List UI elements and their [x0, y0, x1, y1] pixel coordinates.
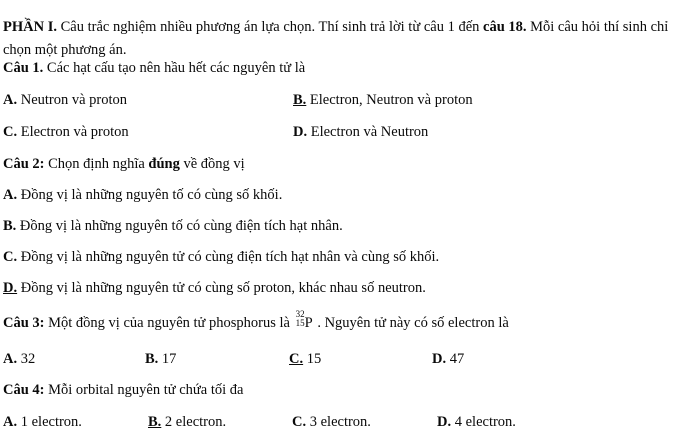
part-instructions-text-1: Câu trắc nghiệm nhiều phương án lựa chọn. Thí sinh trả lời từ câu 1 đến — [56, 18, 484, 35]
option-letter: B. — [3, 218, 17, 234]
question-2-text-2: về đồng vị — [179, 156, 245, 172]
question-4-option-c[interactable] — [292, 413, 371, 432]
question-4-option-d[interactable] — [437, 413, 516, 432]
part-instructions-text-2: Mỗi câu hỏi thí sinh chỉ chọn một phương án. — [3, 18, 669, 58]
option-text: 1 electron. — [17, 414, 82, 430]
option-text: 3 electron. — [306, 414, 371, 430]
isotope-symbol: P — [304, 315, 313, 331]
question-2-option-c[interactable] — [3, 248, 439, 267]
option-text: 4 electron. — [451, 414, 516, 430]
option-text: 32 — [17, 351, 36, 367]
isotope-notation — [296, 311, 313, 333]
question-3-option-b[interactable] — [145, 350, 176, 369]
option-text: Đồng vị là những nguyên tử có cùng số proton, khác nhau số neutron. — [17, 280, 426, 296]
question-2-emphasis: đúng — [148, 156, 180, 172]
question-1-option-c[interactable] — [3, 123, 129, 142]
question-4-stem — [3, 381, 243, 400]
option-text: 15 — [303, 351, 322, 367]
question-1-option-d[interactable] — [293, 123, 428, 142]
option-letter: D. — [3, 280, 18, 296]
option-letter: C. — [292, 414, 307, 430]
question-3-option-a[interactable] — [3, 350, 35, 369]
option-text: 17 — [158, 351, 177, 367]
question-4-option-a[interactable] — [3, 413, 82, 432]
question-4-label: Câu 4: — [3, 382, 45, 398]
question-2-option-d[interactable] — [3, 279, 426, 298]
option-text: Đồng vị là những nguyên tử có cùng điện tích hạt nhân và cùng số khối. — [17, 249, 440, 265]
option-letter: A. — [3, 92, 18, 108]
question-3-option-c[interactable] — [289, 350, 321, 369]
option-text: Electron và proton — [17, 124, 129, 140]
option-text: Electron và Neutron — [307, 124, 429, 140]
part-instructions — [3, 16, 684, 63]
question-4-text: Mỗi orbital nguyên tử chứa tối đa — [44, 382, 244, 398]
option-letter: A. — [3, 187, 18, 203]
question-1-option-b[interactable] — [293, 91, 473, 110]
option-letter: B. — [293, 92, 307, 108]
question-3-option-d[interactable] — [432, 350, 464, 369]
option-text: Đồng vị là những nguyên tố có cùng điện tích hạt nhân. — [16, 218, 343, 234]
question-4-option-b[interactable] — [148, 413, 226, 432]
option-letter: C. — [3, 124, 18, 140]
option-text: Đồng vị là những nguyên tố có cùng số khối. — [17, 187, 283, 203]
isotope-numbers — [296, 310, 305, 328]
option-text: 47 — [446, 351, 465, 367]
option-letter: C. — [3, 249, 18, 265]
option-text: 2 electron. — [161, 414, 227, 430]
option-letter: B. — [145, 351, 159, 367]
question-3-label: Câu 3: — [3, 315, 45, 331]
question-3-text-2: . Nguyên tử này có số electron là — [313, 315, 509, 331]
option-letter: B. — [148, 414, 162, 430]
question-2-option-b[interactable] — [3, 217, 343, 236]
option-letter: D. — [293, 124, 308, 140]
option-letter: D. — [437, 414, 452, 430]
question-2-text-1: Chọn định nghĩa — [44, 156, 149, 172]
option-letter: A. — [3, 414, 18, 430]
question-2-label: Câu 2: — [3, 156, 45, 172]
option-text: Electron, Neutron và proton — [306, 92, 473, 108]
question-1-stem — [3, 59, 305, 78]
question-3-text-1: Một đồng vị của nguyên tử phosphorus là — [44, 315, 294, 331]
question-1-label: Câu 1. — [3, 60, 44, 76]
option-text: Neutron và proton — [17, 92, 128, 108]
question-1-text: Các hạt cấu tạo nên hầu hết các nguyên tử là — [43, 60, 306, 76]
question-2-stem — [3, 155, 245, 174]
part-question-range: câu 18. — [483, 18, 527, 35]
part-label: PHẦN I. — [3, 18, 57, 35]
question-2-option-a[interactable] — [3, 186, 282, 205]
option-letter: C. — [289, 351, 304, 367]
isotope-mass-number: 32 — [295, 309, 305, 319]
question-3-stem — [3, 311, 509, 333]
option-letter: D. — [432, 351, 447, 367]
option-letter: A. — [3, 351, 18, 367]
question-1-option-a[interactable] — [3, 91, 127, 110]
isotope-atomic-number: 15 — [295, 318, 305, 328]
